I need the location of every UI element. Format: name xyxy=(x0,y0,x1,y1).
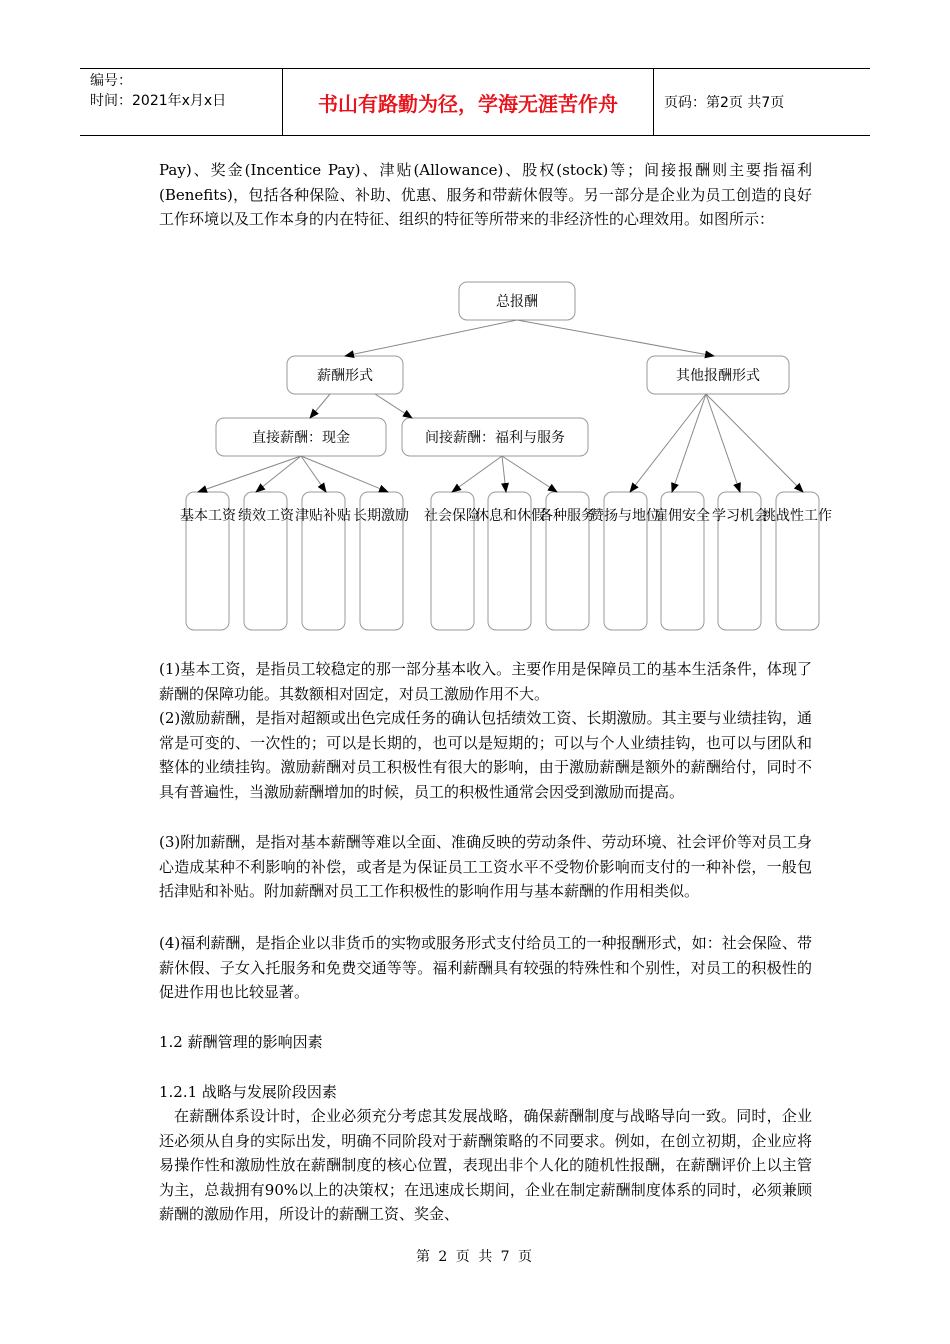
edge xyxy=(706,394,740,492)
edge xyxy=(310,394,330,418)
node-indirect-pay-box xyxy=(402,418,588,456)
header-motto: 书山有路勤为径，学海无涯苦作舟 xyxy=(282,69,654,135)
edge xyxy=(517,320,714,356)
leaf-label: 休息和休假 xyxy=(475,508,545,524)
paragraph-welfare-pay: (4)福利薪酬，是指企业以非货币的实物或服务形式支付给员工的一种报酬形式，如：社会保险、带薪休假、子女入托服务和免费交通等等。福利薪酬具有较强的特殊性和个别性，对员工的积极性的促进作用也比较显著。 xyxy=(159,934,812,1001)
leaf-label: 长期激励 xyxy=(353,508,409,524)
node-root-box xyxy=(459,282,575,320)
subsection-heading: 1.2.1 战略与发展阶段因素 xyxy=(159,1083,337,1101)
node-direct-pay-label: 直接薪酬：现金 xyxy=(252,430,350,446)
leaf-box xyxy=(302,492,345,630)
leaf-box xyxy=(488,492,531,630)
subsection-paragraph: 在薪酬体系设计时，企业必须充分考虑其发展战略，确保薪酬制度与战略导向一致。同时，企业还必须从自身的实际出发，明确不同阶段对于薪酬策略的不同要求。例如，在创立初期，企业应将易操作性和激励性放在薪酬制度的核心位置，表现出非个人化的随机性报酬，在薪酬评价上以主管为主，总裁拥有90%以上的决策权；在迅速成长期间，企业在制定薪酬制度体系的同时，必须兼顾薪酬的激励作用，所设计的薪酬工资、奖金、 xyxy=(159,1107,812,1223)
node-indirect-pay-label: 间接薪酬：福利与服务 xyxy=(425,430,565,446)
leaf-box xyxy=(718,492,761,630)
section-heading: 1.2 薪酬管理的影响因素 xyxy=(159,1033,323,1051)
edge xyxy=(672,394,706,492)
document-time-label: 时间：2021年x月x日 xyxy=(90,93,227,109)
edge xyxy=(301,456,326,492)
leaf-label: 绩效工资 xyxy=(238,508,294,524)
leaf-box xyxy=(244,492,287,630)
leaf-label: 挑战性工作 xyxy=(762,508,832,524)
edge xyxy=(502,456,557,492)
leaf-label: 学习机会 xyxy=(712,508,768,524)
node-compensation-form-box xyxy=(287,356,403,394)
document-header xyxy=(80,68,870,136)
leaf-box xyxy=(431,492,474,630)
edge xyxy=(375,394,412,418)
page-footer: 第 2 页 共 7 页 xyxy=(415,1249,535,1265)
document-number-label: 编号： xyxy=(90,73,132,89)
paragraph-additional-pay: (3)附加薪酬，是指对基本薪酬等难以全面、准确反映的劳动条件、劳动环境、社会评价等对员工身心造成某种不利影响的补偿，或者是为保证员工工资水平不受物价影响而支付的一种补偿，一般包括津贴和补贴。附加薪酬对员工工作积极性的影响作用与基本薪酬的作用相类似。 xyxy=(159,833,812,900)
paragraph-basic-wage: (1)基本工资，是指员工较稳定的那一部分基本收入。主要作用是保障员工的基本生活条件，体现了薪酬的保障功能。其数额相对固定，对员工激励作用不大。 xyxy=(159,660,812,703)
leaf-label: 基本工资 xyxy=(180,508,236,524)
leaf-label: 社会保险 xyxy=(424,508,480,524)
leaf-box xyxy=(546,492,589,630)
header-page-label: 页码：第2页 共7页 xyxy=(664,95,785,111)
edge xyxy=(345,320,517,356)
edge xyxy=(301,456,388,492)
intro-paragraph: Pay)、奖金(Incentice Pay)、津贴(Allowance)、股权(stock)等；间接报酬则主要指福利(Benefits)，包括各种保险、补助、优惠、服务和带薪休假等。另一部分是企业为员工创造的良好工作环境以及工作本身的内在特征、组织的特征等所带来的非经济性的心理效用。如图所示： xyxy=(159,161,812,228)
edge xyxy=(256,456,301,492)
leaf-box xyxy=(776,492,819,630)
node-direct-pay-box xyxy=(216,418,386,456)
node-other-reward-box xyxy=(647,356,789,394)
leaf-label: 津贴补贴 xyxy=(295,508,351,524)
node-other-reward-label: 其他报酬形式 xyxy=(676,368,760,384)
leaf-label: 各种服务 xyxy=(539,508,595,524)
edge xyxy=(502,456,506,492)
node-compensation-form-label: 薪酬形式 xyxy=(317,368,373,384)
node-root-label: 总报酬 xyxy=(496,294,538,310)
edge xyxy=(706,394,803,492)
leaf-box xyxy=(604,492,647,630)
leaf-label: 赞扬与地位 xyxy=(590,508,660,524)
leaf-box xyxy=(661,492,704,630)
edge xyxy=(630,394,706,492)
leaf-box xyxy=(186,492,229,630)
paragraph-incentive-pay: (2)激励薪酬，是指对超额或出色完成任务的确认包括绩效工资、长期激励。其主要与业绩挂钩，通常是可变的、一次性的；可以是长期的，也可以是短期的；可以与个人业绩挂钩，也可以与团队和整体的业绩挂钩。激励薪酬对员工积极性有很大的影响，由于激励薪酬是额外的薪酬给付，同时不具有普遍性，当激励薪酬增加的时候，员工的积极性通常会因受到激励而提高。 xyxy=(159,709,812,801)
edge xyxy=(452,456,502,492)
leaf-box xyxy=(360,492,403,630)
header-meta xyxy=(80,69,282,135)
leaf-label: 雇佣安全 xyxy=(654,508,710,524)
edge xyxy=(198,456,301,492)
